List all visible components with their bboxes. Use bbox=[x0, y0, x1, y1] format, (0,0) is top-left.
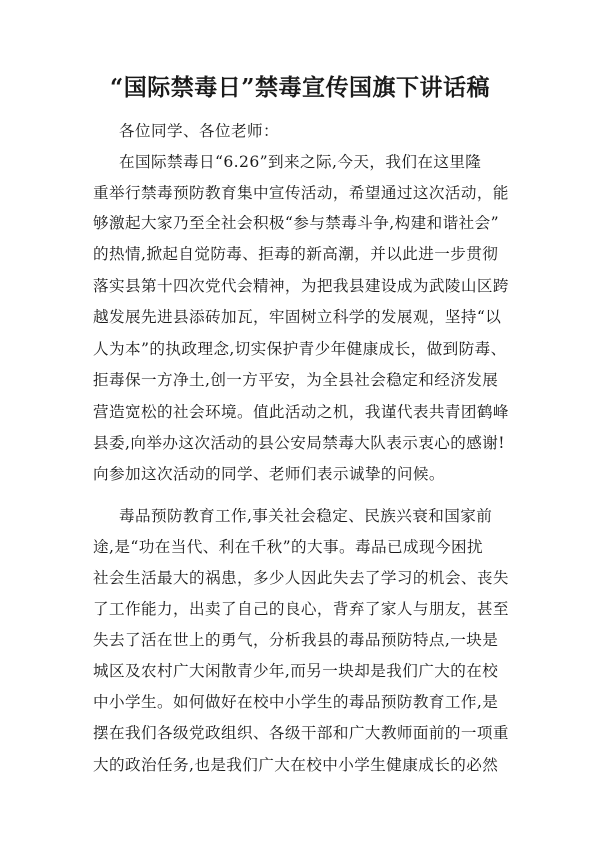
body-line: 摆在我们各级党政组织、各级干部和广大教师面前的一项重 bbox=[93, 724, 509, 742]
body-line: 向参加这次活动的同学、老师们表示诚挚的问候。 bbox=[93, 465, 445, 483]
body-line: 营造宽松的社会环境。值此活动之机，我谨代表共青团鹤峰 bbox=[93, 403, 509, 421]
body-line: 了工作能力，出卖了自己的良心，背弃了家人与朋友，甚至 bbox=[93, 600, 509, 618]
body-line: 拒毒保一方净土,创一方平安，为全县社会稳定和经济发展 bbox=[93, 371, 499, 389]
body-line: 越发展先进县添砖加瓦，牢固树立科学的发展观，坚持“以 bbox=[93, 308, 502, 326]
body-line: 人为本”的执政理念,切实保护青少年健康成长，做到防毒、 bbox=[93, 340, 507, 358]
greeting-line: 各位同学、各位老师： bbox=[119, 122, 279, 140]
body-line: 中小学生。如何做好在校中小学生的毒品预防教育工作,是 bbox=[93, 693, 499, 711]
body-line: 够激起大家乃至全社会积极“参与禁毒斗争,构建和谐社会” bbox=[93, 214, 499, 232]
body-line: 失去了活在世上的勇气，分析我县的毒品预防特点,一块是 bbox=[93, 631, 499, 649]
body-line: 社会生活最大的祸患，多少人因此失去了学习的机会、丧失 bbox=[93, 569, 509, 587]
document-title: “国际禁毒日”禁毒宣传国旗下讲话稿 bbox=[110, 74, 490, 101]
body-line: 重举行禁毒预防教育集中宣传活动，希望通过这次活动，能 bbox=[93, 184, 509, 202]
body-line: 县委,向举办这次活动的县公安局禁毒大队表示衷心的感谢! bbox=[93, 434, 505, 452]
body-line: 城区及农村广大闲散青少年,而另一块却是我们广大的在校 bbox=[93, 662, 499, 680]
body-line: 途,是“功在当代、利在千秋”的大事。毒品已成现今困扰 bbox=[93, 538, 483, 556]
body-line: 落实县第十四次党代会精神，为把我县建设成为武陵山区跨 bbox=[93, 277, 509, 295]
body-line: 的热情,掀起自觉防毒、拒毒的新高潮，并以此进一步贯彻 bbox=[93, 245, 499, 263]
body-line: 大的政治任务,也是我们广大在校中小学生健康成长的必然 bbox=[93, 756, 499, 774]
body-line: 毒品预防教育工作,事关社会稳定、民族兴衰和国家前 bbox=[119, 507, 493, 525]
body-line: 在国际禁毒日“6.26”到来之际,今天，我们在这里隆 bbox=[119, 153, 482, 171]
